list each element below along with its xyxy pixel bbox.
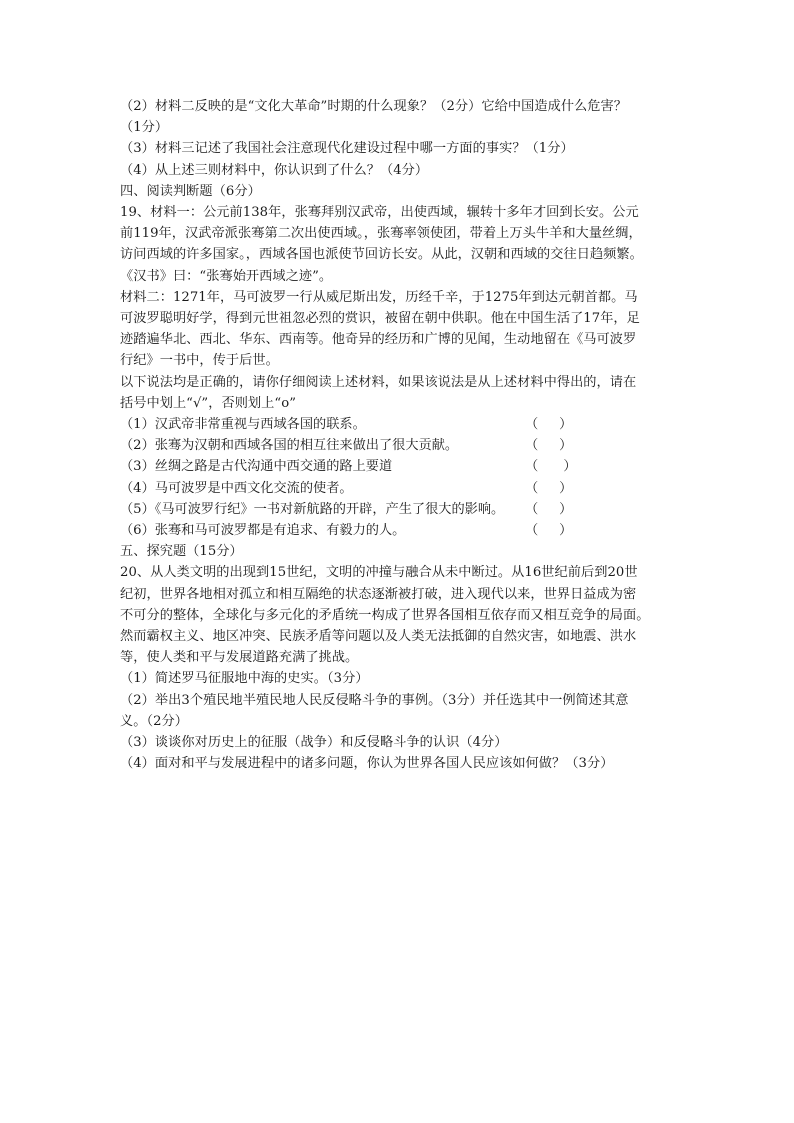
question-line: （2）材料二反映的是“文化大革命”时期的什么现象？（2分）它给中国造成什么危害？ <box>120 99 628 114</box>
judgment-item <box>120 435 680 456</box>
judgment-items <box>120 414 680 541</box>
paragraph-line: 括号中划上“√”，否则划上“o” <box>120 395 296 411</box>
answer-blank[interactable]: （ ） <box>525 417 573 433</box>
subquestion-line: （3）谈谈你对历史上的征服（战争）和反侵略斗争的认识（4分） <box>120 735 508 750</box>
judgment-item <box>120 520 680 541</box>
question-19-material-1 <box>120 202 680 287</box>
subquestion-line: （4）面对和平与发展进程中的诸多问题，你认为世界各国人民应该如何做？（3分） <box>120 756 614 772</box>
paragraph-line: 访问西域的许多国家。，西域各国也派使节回访长安。从此，汉朝和西域的交往日趋频繁。 <box>120 247 643 263</box>
paragraph-line: 材料二：1271年，马可波罗一行从威尼斯出发，历经千辛，于1275年到达元朝首都。马 <box>120 289 638 305</box>
paragraph-line: 不可分的整体，全球化与多元化的矛盾统一构成了世界各国相互依存而又相互竞争的局面。 <box>120 607 650 623</box>
subquestion-line: （2）举出3个殖民地半殖民地人民反侵略斗争的事例。（3分）并任选其中一例简述其意 <box>120 692 629 708</box>
section-inquiry <box>120 541 680 774</box>
paragraph-line: 可波罗聪明好学，得到元世祖忽必烈的赏识，被留在朝中供职。他在中国生活了17年，足 <box>120 311 640 327</box>
section-heading: 五、探究题（15分） <box>120 544 243 560</box>
judgment-item-text: （2）张骞为汉朝和西域各国的相互往来做出了很大贡献。 <box>120 438 459 454</box>
answer-blank[interactable]: （ ） <box>525 480 573 496</box>
section-reading-judgment <box>120 181 680 541</box>
judgment-item-text: （1）汉武帝非常重视与西域各国的联系。 <box>120 417 366 433</box>
judgment-item <box>120 456 680 477</box>
paragraph-line: 《汉书》曰：“张骞始开西域之迹”。 <box>120 268 333 284</box>
judgment-item <box>120 414 680 435</box>
section-heading: 四、阅读判断题（6分） <box>120 183 261 199</box>
question-20-passage <box>120 562 680 668</box>
subquestion-line: （1）简述罗马征服地中海的史实。（3分） <box>120 671 369 687</box>
paragraph-line: 前119年，汉武帝派张骞第二次出使西域。，张骞率领使团，带着上万头牛羊和大量丝绸， <box>120 226 642 242</box>
question-line: （3）材料三记述了我国社会注意现代化建设过程中哪一方面的事实？（1分） <box>120 141 574 157</box>
question-line: （4）从上述三则材料中，你认识到了什么？（4分） <box>120 162 429 178</box>
judgment-item-text: （3）丝绸之路是古代沟通中西交通的路上要道 <box>120 459 393 475</box>
answer-blank[interactable]: （ ） <box>525 459 577 475</box>
paragraph-line: 19、材料一：公元前138年，张骞拜别汉武帝，出使西域，辗转十多年才回到长安。公元 <box>120 205 639 221</box>
paragraph-line: 迹踏遍华北、西北、华东、西南等。他奇异的经历和广博的见闻，生动地留在《马可波罗 <box>120 332 637 348</box>
subquestion-line: 义。（2分） <box>120 713 189 729</box>
answer-blank[interactable]: （ ） <box>525 438 573 454</box>
judgment-item <box>120 499 680 520</box>
judgment-item-text: （6）张骞和马可波罗都是有追求、有毅力的人。 <box>120 522 406 538</box>
paragraph-line: 然而霸权主义、地区冲突、民族矛盾等问题以及人类无法抵御的自然灾害，如地震、洪水 <box>120 628 637 644</box>
judgment-item <box>120 478 680 499</box>
paragraph-line: 等，使人类和平与发展道路充满了挑战。 <box>120 650 359 666</box>
question-19-material-2 <box>120 287 680 372</box>
judgment-item-text: （5）《马可波罗行纪》一书对新航路的开辟，产生了很大的影响。 <box>120 501 505 517</box>
paragraph-line: 行纪》一书中，传于后世。 <box>120 353 279 369</box>
answer-blank[interactable]: （ ） <box>525 501 573 517</box>
previous-questions <box>120 96 680 181</box>
answer-blank[interactable]: （ ） <box>525 522 573 538</box>
question-line: （1分） <box>120 120 169 136</box>
paragraph-line: 以下说法均是正确的，请你仔细阅读上述材料，如果该说法是从上述材料中得出的，请在 <box>120 374 637 390</box>
judgment-instruction <box>120 372 680 414</box>
document-page <box>120 96 680 774</box>
question-20-subquestions <box>120 668 680 774</box>
judgment-item-text: （4）马可波罗是中西文化交流的使者。 <box>120 480 353 496</box>
paragraph-line: 纪初，世界各地相对孤立和相互隔绝的状态逐渐被打破，进入现代以来，世界日益成为密 <box>120 586 637 602</box>
paragraph-line: 20、从人类文明的出现到15世纪，文明的冲撞与融合从未中断过。从16世纪前后到20世 <box>120 565 638 581</box>
